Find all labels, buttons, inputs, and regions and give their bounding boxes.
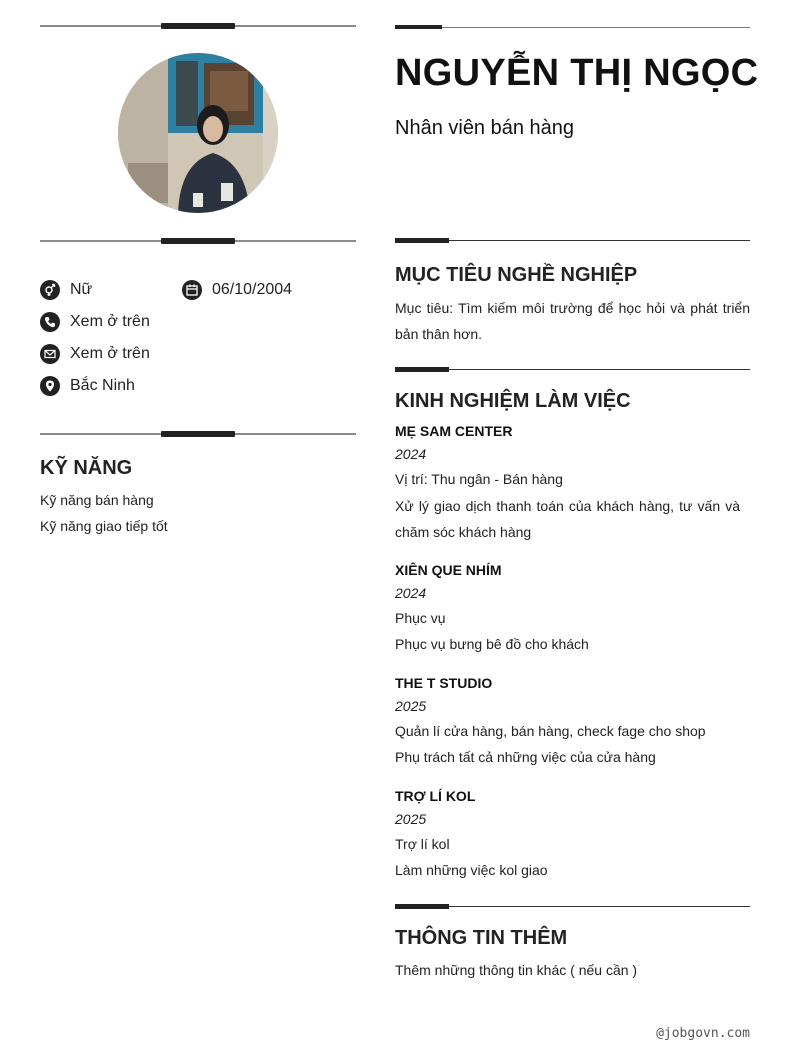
- experience-heading: KINH NGHIỆM LÀM VIỆC: [395, 390, 631, 412]
- job-detail: Xử lý giao dịch thanh toán của khách hàng, tư vấn và chăm sóc khách hàng: [395, 498, 740, 540]
- job-year: 2025: [395, 811, 427, 827]
- objective-divider: [395, 238, 750, 244]
- email-value: Xem ở trên: [70, 345, 150, 362]
- top-left-divider: [40, 20, 356, 32]
- phone-icon: [40, 312, 60, 332]
- phone-row: [40, 312, 150, 332]
- calendar-icon: [182, 280, 202, 300]
- avatar: [118, 53, 278, 213]
- experience-divider: [395, 367, 750, 373]
- birthday-row: [182, 280, 292, 300]
- job-year: 2025: [395, 698, 427, 714]
- objective-heading: MỤC TIÊU NGHỀ NGHIỆP: [395, 264, 638, 286]
- birthday-value: 06/10/2004: [212, 281, 293, 298]
- gender-icon: [40, 280, 60, 300]
- job-detail: Phục vụ bưng bê đồ cho khách: [395, 636, 589, 652]
- job-detail: Vị trí: Thu ngân - Bán hàng: [395, 471, 563, 487]
- footer-brand: @jobgovn.com: [656, 1026, 750, 1041]
- job-detail: Phụ trách tất cả những việc của cửa hàng: [395, 749, 656, 765]
- address-value: Bắc Ninh: [70, 377, 135, 394]
- job-company: XIÊN QUE NHÍM: [395, 562, 502, 578]
- job-year: 2024: [395, 585, 427, 601]
- top-right-divider: [395, 25, 750, 31]
- job-company: THE T STUDIO: [395, 675, 493, 691]
- job-detail: Trợ lí kol: [395, 836, 450, 852]
- additional-heading: THÔNG TIN THÊM: [395, 927, 568, 949]
- skill-item: Kỹ năng bán hàng: [40, 492, 154, 508]
- phone-value: Xem ở trên: [70, 313, 150, 330]
- job-year: 2024: [395, 446, 427, 462]
- avatar-photo: [118, 53, 278, 213]
- job-detail: Làm những việc kol giao: [395, 862, 548, 878]
- gender-row: [40, 280, 92, 300]
- mail-icon: [40, 344, 60, 364]
- additional-divider: [395, 904, 750, 910]
- address-row: [40, 376, 135, 396]
- additional-text: Thêm những thông tin khác ( nếu cần ): [395, 962, 638, 978]
- skills-divider: [40, 428, 356, 440]
- objective-text: Mục tiêu: Tìm kiếm môi trường để học hỏi và phát triển bản thân hơn.: [395, 300, 750, 342]
- job-company: TRỢ LÍ KOL: [395, 788, 476, 804]
- avatar-bottom-divider: [40, 235, 356, 247]
- location-pin-icon: [40, 376, 60, 396]
- job-detail: Quản lí cửa hàng, bán hàng, check fage cho shop: [395, 723, 706, 739]
- job-title: Nhân viên bán hàng: [395, 117, 575, 139]
- skill-item: Kỹ năng giao tiếp tốt: [40, 518, 168, 534]
- candidate-name: NGUYỄN THỊ NGỌC: [395, 52, 759, 94]
- gender-value: Nữ: [70, 281, 93, 298]
- job-company: MẸ SAM CENTER: [395, 423, 513, 439]
- job-detail: Phục vụ: [395, 610, 446, 626]
- skills-heading: KỸ NĂNG: [40, 457, 133, 479]
- email-row: [40, 344, 150, 364]
